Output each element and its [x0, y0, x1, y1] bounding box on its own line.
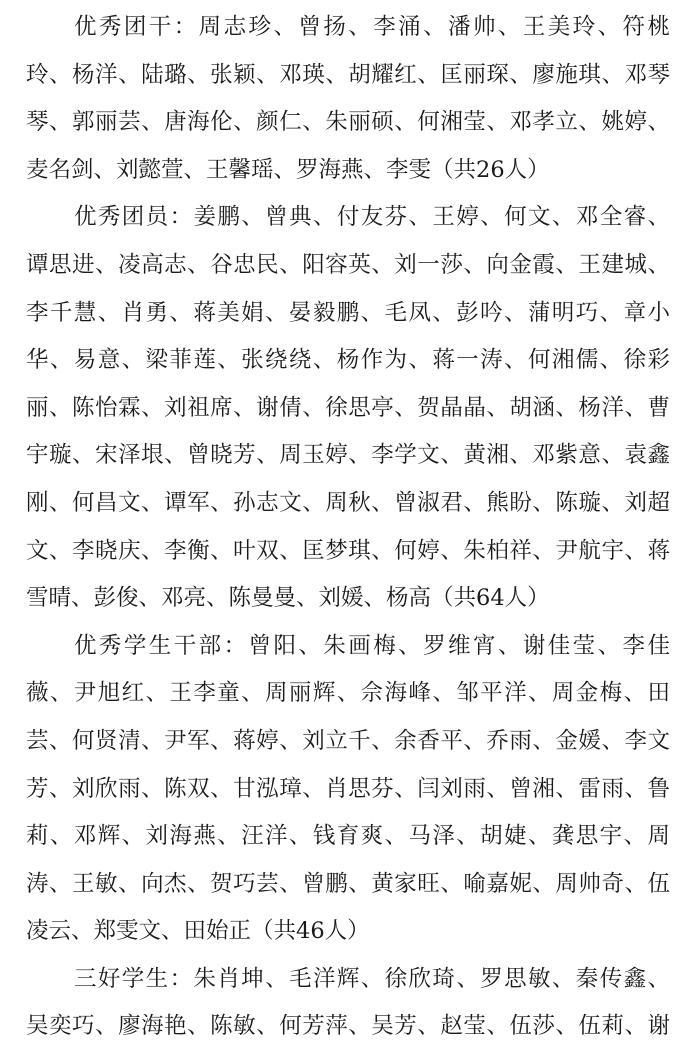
section-merit-students [26, 956, 670, 1051]
text-line: 优秀团员：姜鹏、曾典、付友芬、王婷、何文、邓全睿、 [74, 204, 670, 231]
section-excellent-league-members [26, 194, 670, 622]
text-line: 凌云、郑雯文、田始正（共46人） [26, 918, 370, 945]
text-line: 优秀团干：周志珍、曾扬、李涌、潘帅、王美玲、符桃 [74, 14, 670, 40]
text-line: 玲、杨洋、陆璐、张颖、邓瑛、胡耀红、匡丽琛、廖施琪、邓琴 [26, 61, 670, 88]
section-excellent-student-cadres [26, 623, 670, 956]
text-line: 优秀学生干部：曾阳、朱画梅、罗维宵、谢佳莹、李佳 [74, 632, 670, 659]
text-line: 文、李晓庆、李衡、叶双、匡梦琪、何婷、朱柏祥、尹航宇、蒋 [26, 537, 670, 564]
text-line: 谭思进、凌高志、谷忠民、阳容英、刘一莎、向金霞、王建城、 [26, 251, 670, 278]
text-line: 莉、邓辉、刘海燕、汪洋、钱育爽、马泽、胡婕、龚思宇、周 [26, 823, 670, 850]
text-line: 芸、何贤清、尹军、蒋婷、刘立千、余香平、乔雨、金媛、李文 [26, 727, 670, 754]
text-line: 麦名剑、刘懿萱、王馨瑶、罗海燕、李雯（共26人） [26, 156, 550, 183]
text-line: 琴、郭丽芸、唐海伦、颜仁、朱丽硕、何湘莹、邓孝立、姚婷、 [26, 109, 670, 136]
text-line: 吴奕巧、廖海艳、陈敏、何芳萍、吴芳、赵莹、伍莎、伍莉、谢 [26, 1013, 670, 1040]
text-line: 宇璇、宋泽垠、曾晓芳、周玉婷、李学文、黄湘、邓紫意、袁鑫 [26, 442, 670, 469]
text-line: 华、易意、梁菲莲、张绕绕、杨作为、蒋一涛、何湘儒、徐彩 [26, 347, 670, 374]
text-line: 李千慧、肖勇、蒋美娟、晏毅鹏、毛凤、彭吟、蒲明巧、章小 [26, 299, 670, 326]
section-excellent-league-cadres [26, 4, 670, 194]
text-line: 涛、王敏、向杰、贺巧芸、曾鹏、黄家旺、喻嘉妮、周帅奇、伍 [26, 870, 670, 897]
text-line: 刚、何昌文、谭军、孙志文、周秋、曾淑君、熊盼、陈璇、刘超 [26, 489, 670, 516]
text-line: 薇、尹旭红、王李童、周丽辉、佘海峰、邹平洋、周金梅、田 [26, 680, 670, 707]
text-line: 丽、陈怡霖、刘祖席、谢倩、徐思亭、贺晶晶、胡涵、杨洋、曹 [26, 394, 670, 421]
text-line: 芳、刘欣雨、陈双、甘泓璋、肖思芬、闫刘雨、曾湘、雷雨、鲁 [26, 775, 670, 802]
text-line: 三好学生：朱肖坤、毛洋辉、徐欣琦、罗思敏、秦传鑫、 [74, 965, 670, 992]
text-line: 雪晴、彭俊、邓亮、陈曼曼、刘媛、杨高（共64人） [26, 585, 550, 612]
